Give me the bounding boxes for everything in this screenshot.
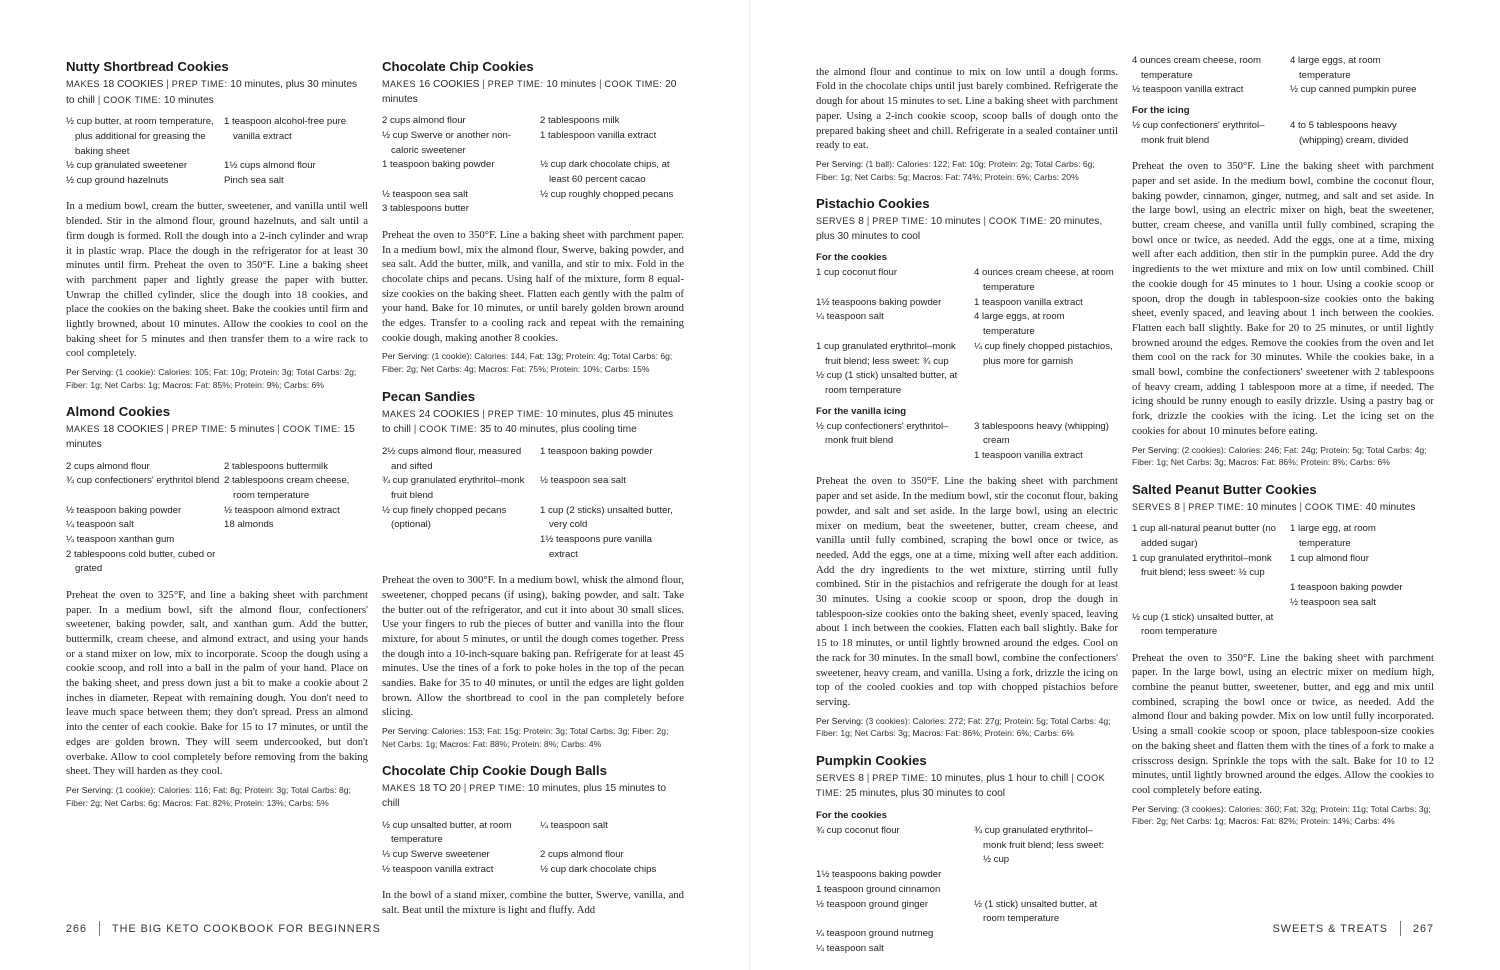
meta-separator: | (1179, 501, 1189, 513)
recipe-meta (816, 771, 1118, 802)
meta-separator: | (163, 424, 172, 436)
meta-label: MAKES (66, 79, 101, 89)
meta-value: 10 minutes, plus 45 minutes to chill (382, 408, 674, 436)
ingredient-item: ¾ cup granulated erythritol–monk fruit blend (382, 475, 525, 501)
ingredient-item: ½ cup roughly chopped pecans (540, 188, 674, 200)
ingredient-item: 3 tablespoons heavy (whipping) cream (974, 420, 1109, 447)
ingredient-list (816, 824, 1118, 956)
ingredient-item: ½ (1 stick) unsalted butter, at room temperature (974, 898, 1098, 925)
ingredient-item (1132, 596, 1290, 611)
ingredient-item: 1½ teaspoons baking powder (816, 869, 942, 881)
meta-value: 18 TO 20 (418, 783, 461, 795)
nutrition-info: Calories: 153; Fat: 15g; Protein: 3g; Total Carbs: 3g; Fiber: 2g; Net Carbs: 1g; (382, 726, 669, 749)
meta-label: COOK TIME: (282, 424, 341, 435)
nutrition-info: (3 cookies): Calories: 360; Fat: 32g; Protein: 11g; Total Carbs: 3g; Fiber: 2g; Net Carbs: 1g; (1132, 803, 1431, 827)
ingredient-list (816, 420, 1118, 464)
recipe-title: Nutty Shortbread Cookies (66, 59, 229, 74)
meta-value: 8 (1174, 501, 1180, 513)
ingredient-item: ½ teaspoon baking powder (66, 504, 182, 516)
ingredient-item: ½ cup unsalted butter, at room temperature (382, 819, 512, 846)
ingredient-item: 2 tablespoons buttermilk (224, 460, 328, 472)
meta-label: MAKES (66, 424, 101, 435)
meta-label: SERVES (816, 216, 856, 227)
recipe-meta (382, 77, 684, 107)
ingredient-item: ½ cup dark chocolate chips (540, 863, 657, 875)
meta-label: PREP TIME: (1188, 501, 1244, 512)
ingredient-item (816, 449, 974, 464)
ingredient-list (1132, 522, 1434, 640)
meta-value: 25 minutes, plus 30 minutes to cool (845, 788, 1006, 800)
instructions: In the bowl of a stand mixer, combine the butter, Swerve, vanilla, and salt. Beat until the mixture is light and fluffy. Add (382, 889, 684, 916)
instructions: Preheat the oven to 350°F. Line the baking sheet with parchment paper and set aside. In the medium bowl, stir the coconut flour, baking powder, and salt and set aside. In the large bowl, using an electric mixer on medium, beat the sweetener, butter, cream cheese, and vanilla until fully combined, scraping the bowl once or twice, as needed. Add the eggs, one at a time, mixing well after each addition. Add the dry ingredients to the wet mixture, stirring until fully combined. Stir in the pistachios and refrigerate the dough for at least 30 minutes. Using a cookie scoop or spoon, drop the dough in tablespoon-size cookies onto the baking sheet, evenly spaced, leaving about 1 inch between the cookies. Flatten each ball slightly. Bake for 15 to 18 minutes, or until lightly browned around the edges. Cool on the rack for 30 minutes. In the small bowl, combine the confectioners' sweetener, heavy cream, and vanilla. Using a fork, drizzle the icing on top of the cooled cookies and top with chopped pistachios before serving. (816, 475, 1118, 708)
ingredient-item: 1 cup granulated erythritol–monk fruit blend; less sweet: ¾ cup (816, 340, 956, 367)
meta-value: 20 minutes (382, 79, 677, 105)
macros-label: Macros: (912, 171, 944, 182)
nutrition-info: (1 ball): Calories: 122; Fat: 10g; Protein: 2g; Total Carbs: 6g; Fiber: 1g; Net Carbs: 5g; (816, 158, 1095, 182)
ingredient-item: 1½ cups almond flour (224, 160, 316, 172)
ingredient-item: 1 cup almond flour (1290, 552, 1369, 564)
meta-label: PREP TIME: (487, 79, 544, 89)
ingredient-list (1132, 119, 1434, 148)
meta-value: 18 COOKIES (102, 424, 164, 436)
left-column-2 (382, 58, 684, 929)
meta-value: 18 COOKIES (102, 79, 164, 90)
recipe-title: Pecan Sandies (382, 388, 476, 404)
ingredient-item: 1 cup granulated erythritol–monk fruit blend; less sweet: ½ cup (1132, 552, 1272, 579)
meta-label: SERVES (816, 772, 856, 783)
recipe-meta (816, 214, 1118, 244)
ingredient-group-heading: For the icing (1132, 105, 1190, 117)
meta-label: PREP TIME: (469, 783, 525, 794)
ingredient-list (1132, 54, 1434, 98)
ingredient-item: ⅓ cup Swerve sweetener (382, 848, 490, 860)
ingredient-item: ½ cup dark chocolate chips, at least 60 percent cacao (540, 159, 670, 185)
per-serving-label: Per Serving: (816, 715, 864, 726)
meta-separator: | (596, 79, 605, 90)
meta-separator: | (479, 79, 488, 90)
nutrition-info: (1 cookie): Calories: 105; Fat: 10g; Protein: 3g; Total Carbs: 2g; Fiber: 1g; Net Carbs: 1g; (66, 367, 357, 390)
ingredient-item: 1 teaspoon baking powder (540, 445, 653, 457)
meta-label: PREP TIME: (171, 79, 228, 89)
recipe-meta (382, 407, 684, 438)
macros-label: Macros: (162, 379, 194, 390)
per-serving-label: Per Serving: (816, 158, 864, 169)
instructions: Preheat the oven to 350°F. Line a baking sheet with parchment paper. In a medium bowl, mix the almond flour, Swerve, baking powder, and sea salt. Add the butter, milk, and vanilla, and stir to mix. Fold in the chocolate chips and pecans. Using half of the mixture, form 8 equal-size cookies on the baking sheet. Flatten each gently with the palm of your hand. Bake for 10 minutes, or until barely golden brown around the edges. Transfer to a cooling rack and repeat with the remaining cookie dough, making another 8 cookies. (382, 228, 684, 344)
meta-value: 35 to 40 minutes, plus cooling time (479, 424, 637, 436)
meta-separator: | (163, 79, 172, 90)
ingredient-item: 1 teaspoon baking powder (382, 159, 495, 171)
ingredient-item: ½ teaspoon sea salt (382, 188, 468, 200)
ingredient-item: ¾ cup granulated erythritol–monk fruit blend; less sweet: ½ cup (974, 825, 1105, 866)
ingredient-item: ½ teaspoon vanilla extract (382, 863, 494, 875)
per-serving-label: Per Serving: (1132, 803, 1180, 814)
meta-label: PREP TIME: (872, 216, 928, 227)
ingredient-item (382, 533, 540, 562)
ingredient-item: ½ cup (1 stick) unsalted butter, at room temperature (1132, 611, 1274, 638)
meta-value: 8 (858, 772, 864, 784)
ingredient-item: ¼ teaspoon salt (816, 942, 884, 954)
instructions: Preheat the oven to 300°F. In a medium bowl, whisk the almond flour, sweetener, chopped pecans (if using), baking powder, and salt. Take the butter out of the refrigerator, and cut it into about 30 small slices. Use your fingers to rub the pieces of butter and vanilla into the flour mixture, for about 5 minutes, or until the dough comes together. Press the dough into a 10-inch-square baking pan. Refrigerate for at least 45 minutes. Use the tines of a fork to poke holes in the top of the pecan sandies. Bake for 35 to 40 minutes, or until the edges are light golden brown. Allow the shortbread to cool in the pan completely before slicing. (382, 574, 684, 719)
per-serving-label: Per Serving: (66, 367, 114, 378)
instructions: Preheat the oven to 325°F, and line a baking sheet with parchment paper. In a medium bowl, sift the almond flour, confectioners' sweetener, baking powder, salt, and xanthan gum. Add the butter, buttermilk, cream cheese, and almond extract, and using your hands or a stand mixer on low, mix to incorporate. Scoop the dough using a cookie scoop, and roll into a ball in the palm of your hand. Place on the baking sheet, and press down just a bit to make a cookie about 2 inches in diameter. Repeat with remaining dough. You don't need to leave much space between them; they don't spread. Press an almond into the center of each cookie. Bake for 15 to 17 minutes, or until the edges are golden brown. They will seem undercooked, but don't overbake. Allow to cool completely before removing from the baking sheet. They will harden as they cool. (66, 588, 368, 778)
ingredient-item: 1 teaspoon ground cinnamon (816, 883, 941, 895)
recipe-title: Chocolate Chip Cookies (382, 59, 534, 74)
per-serving (66, 366, 368, 391)
ingredient-group-heading: For the vanilla icing (816, 405, 907, 417)
ingredient-item: 1 cup all-natural peanut butter (no added sugar) (1132, 523, 1276, 550)
ingredient-item: 4 ounces cream cheese, room temperature (1132, 55, 1262, 81)
nutrition-info: (3 cookies): Calories: 272; Fat: 27g; Protein: 5g; Total Carbs: 4g; Fiber: 1g; Net Carbs: 3g; (816, 715, 1111, 739)
recipe-title: Chocolate Chip Cookie Dough Balls (382, 763, 607, 779)
page-number-left: 266 (66, 922, 88, 935)
meta-value: 8 (858, 216, 864, 228)
ingredient-item: ¼ teaspoon salt (66, 519, 134, 531)
meta-value: 40 minutes (1365, 501, 1416, 513)
meta-value: 16 COOKIES (418, 79, 480, 90)
meta-value: 24 COOKIES (418, 408, 480, 420)
ingredient-item: 1 teaspoon vanilla extract (974, 450, 1083, 462)
macros-label: Macros: (912, 728, 944, 739)
left-column-1 (66, 58, 368, 821)
recipe (382, 58, 684, 376)
ingredient-item (1290, 611, 1434, 640)
macros-info: Fat: 74%; Protein: 6%; Carbs: 20% (945, 171, 1079, 182)
macros-info: Fat: 82%; Protein: 14%; Carbs: 4% (1261, 816, 1395, 827)
recipe-meta (66, 77, 368, 108)
ingredient-item: ½ cup Swerve or another non-caloric sweetener (382, 129, 512, 156)
meta-separator: | (980, 216, 989, 228)
ingredient-item: 2 tablespoons cream cheese, room temperature (224, 475, 350, 501)
ingredient-item: 1½ teaspoons pure vanilla extract (540, 534, 653, 560)
macros-info: Fat: 88%; Protein: 8%; Carbs: 4% (472, 738, 602, 749)
ingredient-list (382, 819, 684, 878)
macros-info: Fat: 86%; Protein: 6%; Carbs: 6% (945, 728, 1074, 739)
ingredient-list (816, 266, 1118, 398)
per-serving-label: Per Serving: (382, 726, 430, 737)
ingredient-item: ½ teaspoon sea salt (1290, 596, 1376, 608)
meta-value: 5 minutes (230, 424, 275, 436)
ingredient-item: ½ teaspoon ground ginger (816, 898, 929, 910)
instructions: Preheat the oven to 350°F. Line the baking sheet with parchment paper and set aside. In the medium bowl, combine the coconut flour, baking powder, cinnamon, ginger, nutmeg, and salt and set aside. In the large bowl, using an electric mixer on high, beat the sweetener, butter, cream cheese, and vanilla until fully combined, scraping the bowl once or twice, as needed. Add the eggs, one at a time, mixing well after each addition, then stir in the pumpkin puree. Add the dry ingredients to the wet mixture and mix on low until combined. Chill the cookie dough for 45 minutes to 1 hour. Using a cookie scoop or spoon, drop the dough in tablespoon-size cookies onto the baking sheet, evenly spaced, and leaving about 1 inch between the cookies. Flatten each ball slightly. Bake for 20 to 25 minutes, or until lightly browned around the edges. Remove the cookies from the oven and let them cool on the rack for 30 minutes. While the cookies bake, in a small bowl, combine the confectioners' sweetener with 2 tablespoons of heavy cream, adding 1 tablespoon more at a time, if needed. The icing should be runny enough to easily drizzle. Using a pastry bag or fork, drizzle the cookies with the icing. Let the icing set on the cookies for about 10 minutes before eating. (1132, 160, 1434, 437)
macros-info: Fat: 75%; Protein: 10%; Carbs: 15% (511, 364, 650, 375)
ingredient-item: 2 cups almond flour (540, 848, 624, 860)
right-footer (1273, 921, 1434, 936)
recipe (1132, 54, 1434, 469)
ingredient-group-heading: For the cookies (816, 810, 887, 822)
meta-value: 10 minutes (163, 94, 214, 106)
ingredient-item: ¼ teaspoon salt (816, 311, 884, 323)
per-serving-label: Per Serving: (382, 351, 430, 362)
recipe-title: Almond Cookies (66, 404, 171, 420)
ingredient-item: ½ cup canned pumpkin puree (1290, 84, 1417, 96)
ingredient-item: 2 tablespoons cold butter, cubed or grated (66, 548, 216, 575)
nutrition-info: (2 cookies): Calories: 246; Fat: 24g; Protein: 5g; Total Carbs: 4g; Fiber: 1g; Net Carbs: 3g; (1132, 444, 1427, 468)
meta-label: MAKES (382, 408, 417, 419)
meta-label: MAKES (382, 79, 417, 89)
right-page (750, 0, 1500, 970)
meta-label: COOK TIME: (988, 216, 1047, 227)
recipe-title: Pumpkin Cookies (816, 752, 927, 768)
recipe (66, 58, 368, 391)
recipe (816, 195, 1118, 740)
macros-label: Macros: (478, 364, 510, 375)
ingredient-item: 4 large eggs, at room temperature (1290, 55, 1381, 81)
per-serving (816, 158, 1118, 183)
ingredient-item: ¼ cup finely chopped pistachios, plus more for garnish (974, 340, 1113, 367)
meta-separator: | (863, 772, 873, 784)
nutrition-info: (1 cookie): Calories: 116; Fat: 8g; Protein: 3g; Total Carbs: 8g; Fiber: 2g; Net Carbs: 6g; (66, 784, 351, 808)
meta-value: 20 minutes, plus 30 minutes to cool (816, 216, 1103, 242)
macros-label: Macros: (1228, 816, 1260, 827)
ingredient-list (382, 445, 684, 563)
ingredient-item: 2 cups almond flour (382, 115, 466, 127)
per-serving-label: Per Serving: (66, 784, 114, 795)
ingredient-item (974, 369, 1118, 398)
ingredient-item: 1 tablespoon vanilla extract (540, 129, 657, 141)
macros-info: Fat: 86%; Protein: 8%; Carbs: 6% (1261, 457, 1390, 468)
ingredient-item: ¾ cup coconut flour (816, 825, 900, 837)
per-serving-label: Per Serving: (1132, 444, 1180, 455)
left-footer (66, 921, 381, 936)
per-serving (816, 715, 1118, 740)
meta-label: PREP TIME: (872, 772, 928, 783)
per-serving (1132, 444, 1434, 469)
recipe-meta (382, 781, 684, 811)
recipe-meta (66, 422, 368, 452)
meta-value: 10 minutes (546, 79, 597, 90)
section-title: SWEETS & TREATS (1272, 922, 1388, 935)
meta-value: 10 minutes, plus 15 minutes to chill (382, 783, 666, 809)
meta-value: 10 minutes (930, 216, 981, 228)
ingredient-item: 18 almonds (224, 519, 274, 531)
ingredient-item: ½ cup finely chopped pecans (optional) (382, 504, 507, 531)
ingredient-item (974, 927, 1118, 942)
recipe (816, 752, 1118, 957)
meta-separator: | (1068, 772, 1077, 784)
per-serving (66, 784, 368, 809)
ingredient-item: 2 tablespoons milk (540, 115, 620, 127)
footer-divider (99, 921, 100, 936)
instructions: Preheat the oven to 350°F. Line the baking sheet with parchment paper. In the large bowl, using an electric mixer on medium high, combine the peanut butter, sweetener, butter, and egg and mix until combined, scraping the bowl once or twice, as needed. Add the almond flour and baking powder. Mix on low until fully incorporated. Using a small cookie scoop or spoon, place tablespoon-size cookies on the baking sheet and flatten them with the tines of a fork to make a crisscross design. Sprinkle the tops with the salt. Bake for 10 to 12 minutes, until lightly browned around the edges. Allow the cookies to cool completely before eating. (1132, 651, 1434, 796)
meta-label: COOK TIME: (419, 424, 478, 435)
recipe (382, 762, 684, 917)
instructions: the almond flour and continue to mix on low until a dough forms. Fold in the chocolate chips until just barely combined. Refrigerate the dough for about 15 minutes to set. Line a baking sheet with parchment paper. Using a 2-inch cookie scoop, scoop balls of dough onto the prepared baking sheet and chill. Refrigerate in a sealed container until ready to eat. (816, 65, 1118, 152)
ingredient-item: ¼ teaspoon salt (540, 819, 608, 831)
macros-info: Fat: 85%; Protein: 9%; Carbs: 6% (195, 379, 324, 390)
meta-value: 10 minutes, plus 1 hour to chill (930, 772, 1069, 784)
instructions: In a medium bowl, cream the butter, sweetener, and vanilla until well blended. Stir in the almond flour, ground hazelnuts, and salt until a firm dough is formed. Roll the dough into a 2-inch cylinder and wrap it in plastic wrap. Place the dough in the refrigerator for at least 30 minutes until firm. Preheat the oven to 350°F. Line a baking sheet with parchment paper and lightly grease the paper with butter. Unwrap the chilled cylinder, slice the dough into 18 cookies, and place the cookies on the baking sheet. Bake the cookies until firm and lightly browned, about 10 minutes. Allow the cookies to cool on the baking sheet for 5 minutes and then transfer them to a wire rack to cool completely. (66, 200, 368, 360)
ingredient-item: ½ cup confectioners' erythritol–monk fruit blend (816, 420, 949, 447)
ingredient-item: ½ teaspoon almond extract (224, 504, 340, 516)
recipe (382, 388, 684, 751)
ingredient-item: 1 large egg, at room temperature (1290, 523, 1376, 550)
macros-label: Macros: (162, 797, 194, 808)
ingredient-item: ½ cup (1 stick) unsalted butter, at room temperature (816, 370, 958, 396)
ingredient-item (224, 548, 368, 577)
ingredient-item (1132, 581, 1290, 596)
ingredient-list (382, 114, 684, 217)
ingredient-item: ½ cup confectioners' erythritol–monk fruit blend (1132, 120, 1265, 146)
ingredient-list (66, 115, 368, 189)
ingredient-item: ¼ teaspoon xanthan gum (66, 534, 175, 546)
ingredient-item: 4 ounces cream cheese, at room temperature (974, 267, 1114, 293)
ingredient-item: ¼ teaspoon ground nutmeg (816, 927, 934, 939)
ingredient-item: 1 teaspoon baking powder (1290, 582, 1403, 594)
ingredient-item: 2 cups almond flour (66, 460, 150, 472)
ingredient-item: ¾ cup confectioners' erythritol blend (66, 475, 220, 487)
meta-label: COOK TIME: (816, 772, 1106, 799)
book-title: THE BIG KETO COOKBOOK FOR BEGINNERS (112, 922, 381, 935)
ingredient-item: ½ cup granulated sweetener (66, 160, 188, 172)
ingredient-item (974, 883, 1118, 898)
meta-separator: | (94, 94, 104, 106)
meta-value: 15 minutes (66, 424, 355, 450)
ingredient-item (974, 868, 1118, 883)
ingredient-item: 3 tablespoons butter (382, 203, 469, 215)
meta-separator: | (1296, 501, 1305, 513)
meta-separator: | (274, 424, 283, 436)
ingredient-item: 1 cup (2 sticks) unsalted butter, very cold (540, 504, 673, 531)
meta-separator: | (863, 216, 873, 228)
recipe (66, 403, 368, 809)
per-serving (382, 350, 684, 375)
ingredient-list (66, 460, 368, 578)
footer-divider (1400, 921, 1401, 936)
recipe-title: Salted Peanut Butter Cookies (1132, 481, 1317, 497)
ingredient-item: 1 cup coconut flour (816, 267, 898, 279)
meta-separator: | (460, 783, 470, 795)
meta-label: COOK TIME: (604, 79, 663, 89)
ingredient-item: 1½ teaspoons baking powder (816, 296, 942, 308)
meta-label: MAKES (382, 783, 417, 794)
ingredient-item: Pinch sea salt (224, 175, 284, 186)
ingredient-item: 4 to 5 tablespoons heavy (whipping) cream, divided (1290, 120, 1409, 146)
meta-value: 10 minutes (1246, 501, 1297, 513)
per-serving (382, 725, 684, 750)
ingredient-item: ½ cup butter, at room temperature, plus additional for greasing the baking sheet (66, 116, 214, 157)
ingredient-item: 1 teaspoon alcohol-free pure vanilla extract (224, 116, 347, 142)
meta-label: COOK TIME: (103, 94, 162, 105)
macros-label: Macros: (1228, 457, 1260, 468)
recipe-title: Pistachio Cookies (816, 196, 930, 212)
macros-label: Macros: (439, 738, 471, 749)
ingredient-group-heading: For the cookies (816, 252, 887, 264)
per-serving (1132, 803, 1434, 828)
meta-separator: | (410, 424, 420, 436)
meta-label: COOK TIME: (1304, 501, 1363, 512)
ingredient-item (540, 202, 684, 217)
recipe (816, 65, 1118, 183)
meta-label: SERVES (1132, 501, 1172, 512)
ingredient-item (974, 942, 1118, 957)
right-column-2 (1132, 54, 1434, 840)
ingredient-item: ½ cup ground hazelnuts (66, 175, 169, 186)
recipe-meta (1132, 500, 1434, 516)
recipe (1132, 481, 1434, 828)
nutrition-info: (1 cookie): Calories: 144; Fat: 13g; Protein: 4g; Total Carbs: 6g; Fiber: 2g; Net Carbs: 4g; (382, 351, 673, 375)
meta-separator: | (479, 408, 488, 420)
right-column-1 (816, 54, 1118, 968)
meta-value: 10 minutes, plus 30 minutes to chill (66, 79, 358, 106)
ingredient-item: ½ teaspoon vanilla extract (1132, 84, 1244, 96)
meta-label: PREP TIME: (487, 408, 544, 419)
macros-info: Fat: 82%; Protein: 13%; Carbs: 5% (195, 797, 329, 808)
ingredient-item (224, 533, 368, 548)
ingredient-item: 1 teaspoon vanilla extract (974, 296, 1083, 308)
page-number-right: 267 (1412, 922, 1434, 935)
ingredient-item: ½ teaspoon sea salt (540, 475, 626, 487)
ingredient-item: 2½ cups almond flour, measured and sifted (382, 445, 522, 472)
ingredient-item: 4 large eggs, at room temperature (974, 311, 1065, 338)
meta-label: PREP TIME: (171, 424, 228, 435)
